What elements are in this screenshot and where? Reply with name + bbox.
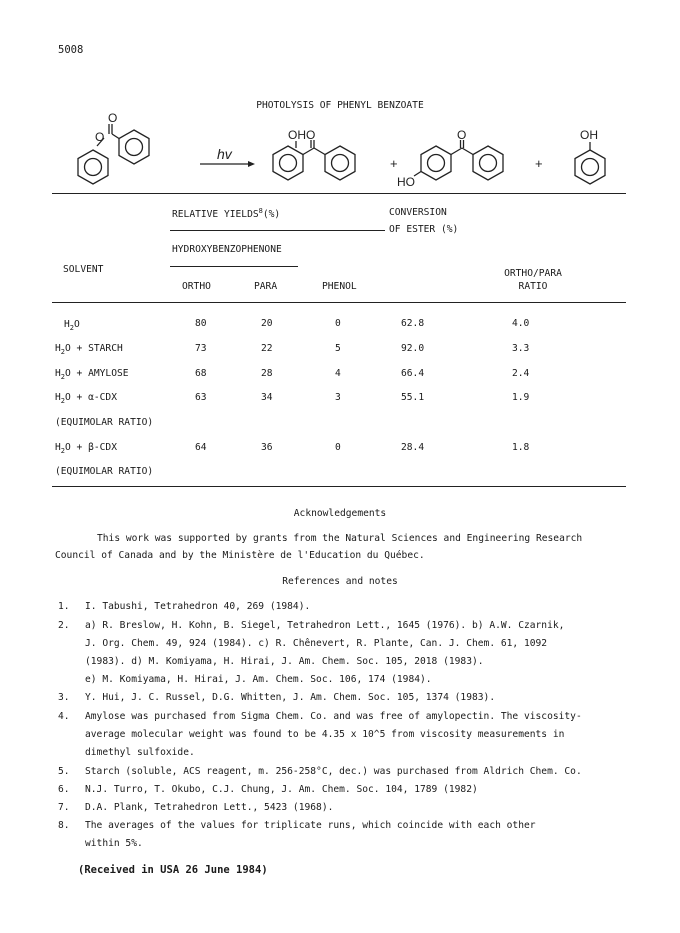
row-phenol: 0: [335, 442, 341, 453]
row-ortho: 64: [195, 442, 207, 453]
row-ratio: 1.9: [512, 392, 530, 403]
ester-o-label: O: [95, 130, 105, 144]
plus-sign-2: +: [535, 156, 543, 171]
row-solvent: $H_2O$ + STARCH: [55, 343, 123, 356]
hv-label: hv: [217, 146, 232, 162]
ortho-header: ORTHO: [182, 281, 211, 292]
hydroxybenzophenone-header: HYDROXYBENZOPHENONE: [172, 244, 282, 255]
row-phenol: 4: [335, 368, 341, 379]
acknowledgements-line-1: This work was supported by grants from the Natural Sciences and Engineering Research: [97, 533, 583, 544]
row-ratio: 2.4: [512, 368, 530, 379]
row-phenol: 3: [335, 392, 341, 403]
row-ratio: 1.8: [512, 442, 530, 453]
row-ratio: 4.0: [512, 318, 530, 329]
row-para: 34: [261, 392, 273, 403]
row-solvent: $H_2O + \beta-CDX$: [55, 442, 117, 455]
page-title: PHOTOLYSIS OF PHENYL BENZOATE: [256, 100, 424, 111]
relative-yields-header: RELATIVE YIELDS$^8$(%): [172, 207, 281, 221]
solvent-header: SOLVENT: [63, 264, 104, 275]
ketone-o-label: O: [306, 128, 316, 142]
para-hydroxybenzophenone-structure: [414, 140, 503, 180]
row-conversion: 55.1: [401, 392, 425, 403]
plus-sign: +: [390, 156, 398, 171]
row-ortho: 80: [195, 318, 207, 329]
phenol-structure: [575, 142, 605, 184]
row-solvent: $H_2O + \alpha-CDX$: [55, 392, 117, 405]
header-rule: [52, 302, 626, 303]
phenol-oh-label: OH: [580, 128, 598, 142]
hydroxy-rule: [170, 266, 298, 267]
reaction-scheme: [0, 112, 680, 192]
phenyl-benzoate-structure: [78, 124, 149, 184]
row-ortho: 68: [195, 368, 207, 379]
row-solvent-note: (EQUIMOLAR RATIO): [55, 417, 154, 428]
table-bottom-rule: [52, 486, 626, 487]
acknowledgements-line-2: Council of Canada and by the Ministère de l'Education du Québec.: [55, 550, 425, 561]
ho-label: HO: [397, 175, 415, 189]
table-top-rule: [52, 193, 626, 194]
row-para: 28: [261, 368, 273, 379]
row-para: 36: [261, 442, 273, 453]
para-header: PARA: [254, 281, 278, 292]
page-number: 5008: [58, 44, 84, 56]
row-conversion: 66.4: [401, 368, 425, 379]
row-solvent: $H_2O$ + AMYLOSE: [55, 368, 129, 381]
row-solvent: $H_2O$: [64, 319, 80, 332]
ketone-o-label-2: O: [457, 128, 467, 142]
row-ratio: 3.3: [512, 343, 530, 354]
acknowledgements-heading: Acknowledgements: [293, 508, 387, 519]
received-date: (Received in USA 26 June 1984): [78, 864, 268, 876]
row-para: 20: [261, 318, 273, 329]
oh-label: OH: [288, 128, 306, 142]
row-ortho: 73: [195, 343, 207, 354]
row-solvent-note: (EQUIMOLAR RATIO): [55, 466, 154, 477]
row-conversion: 28.4: [401, 442, 425, 453]
row-phenol: 0: [335, 318, 341, 329]
conversion-header-2: OF ESTER (%): [389, 224, 459, 235]
row-ortho: 63: [195, 392, 207, 403]
ortho-hydroxybenzophenone-structure: [273, 140, 355, 180]
row-conversion: 92.0: [401, 343, 425, 354]
row-phenol: 5: [335, 343, 341, 354]
row-para: 22: [261, 343, 273, 354]
phenol-header: PHENOL: [322, 281, 357, 292]
carbonyl-o-label: O: [108, 112, 118, 125]
row-conversion: 62.8: [401, 318, 425, 329]
references-heading: References and notes: [282, 576, 398, 587]
conversion-header: CONVERSION: [389, 207, 447, 218]
ratio-header-2: RATIO: [518, 281, 548, 292]
yields-rule: [170, 230, 385, 231]
ratio-header: ORTHO/PARA: [504, 268, 562, 279]
